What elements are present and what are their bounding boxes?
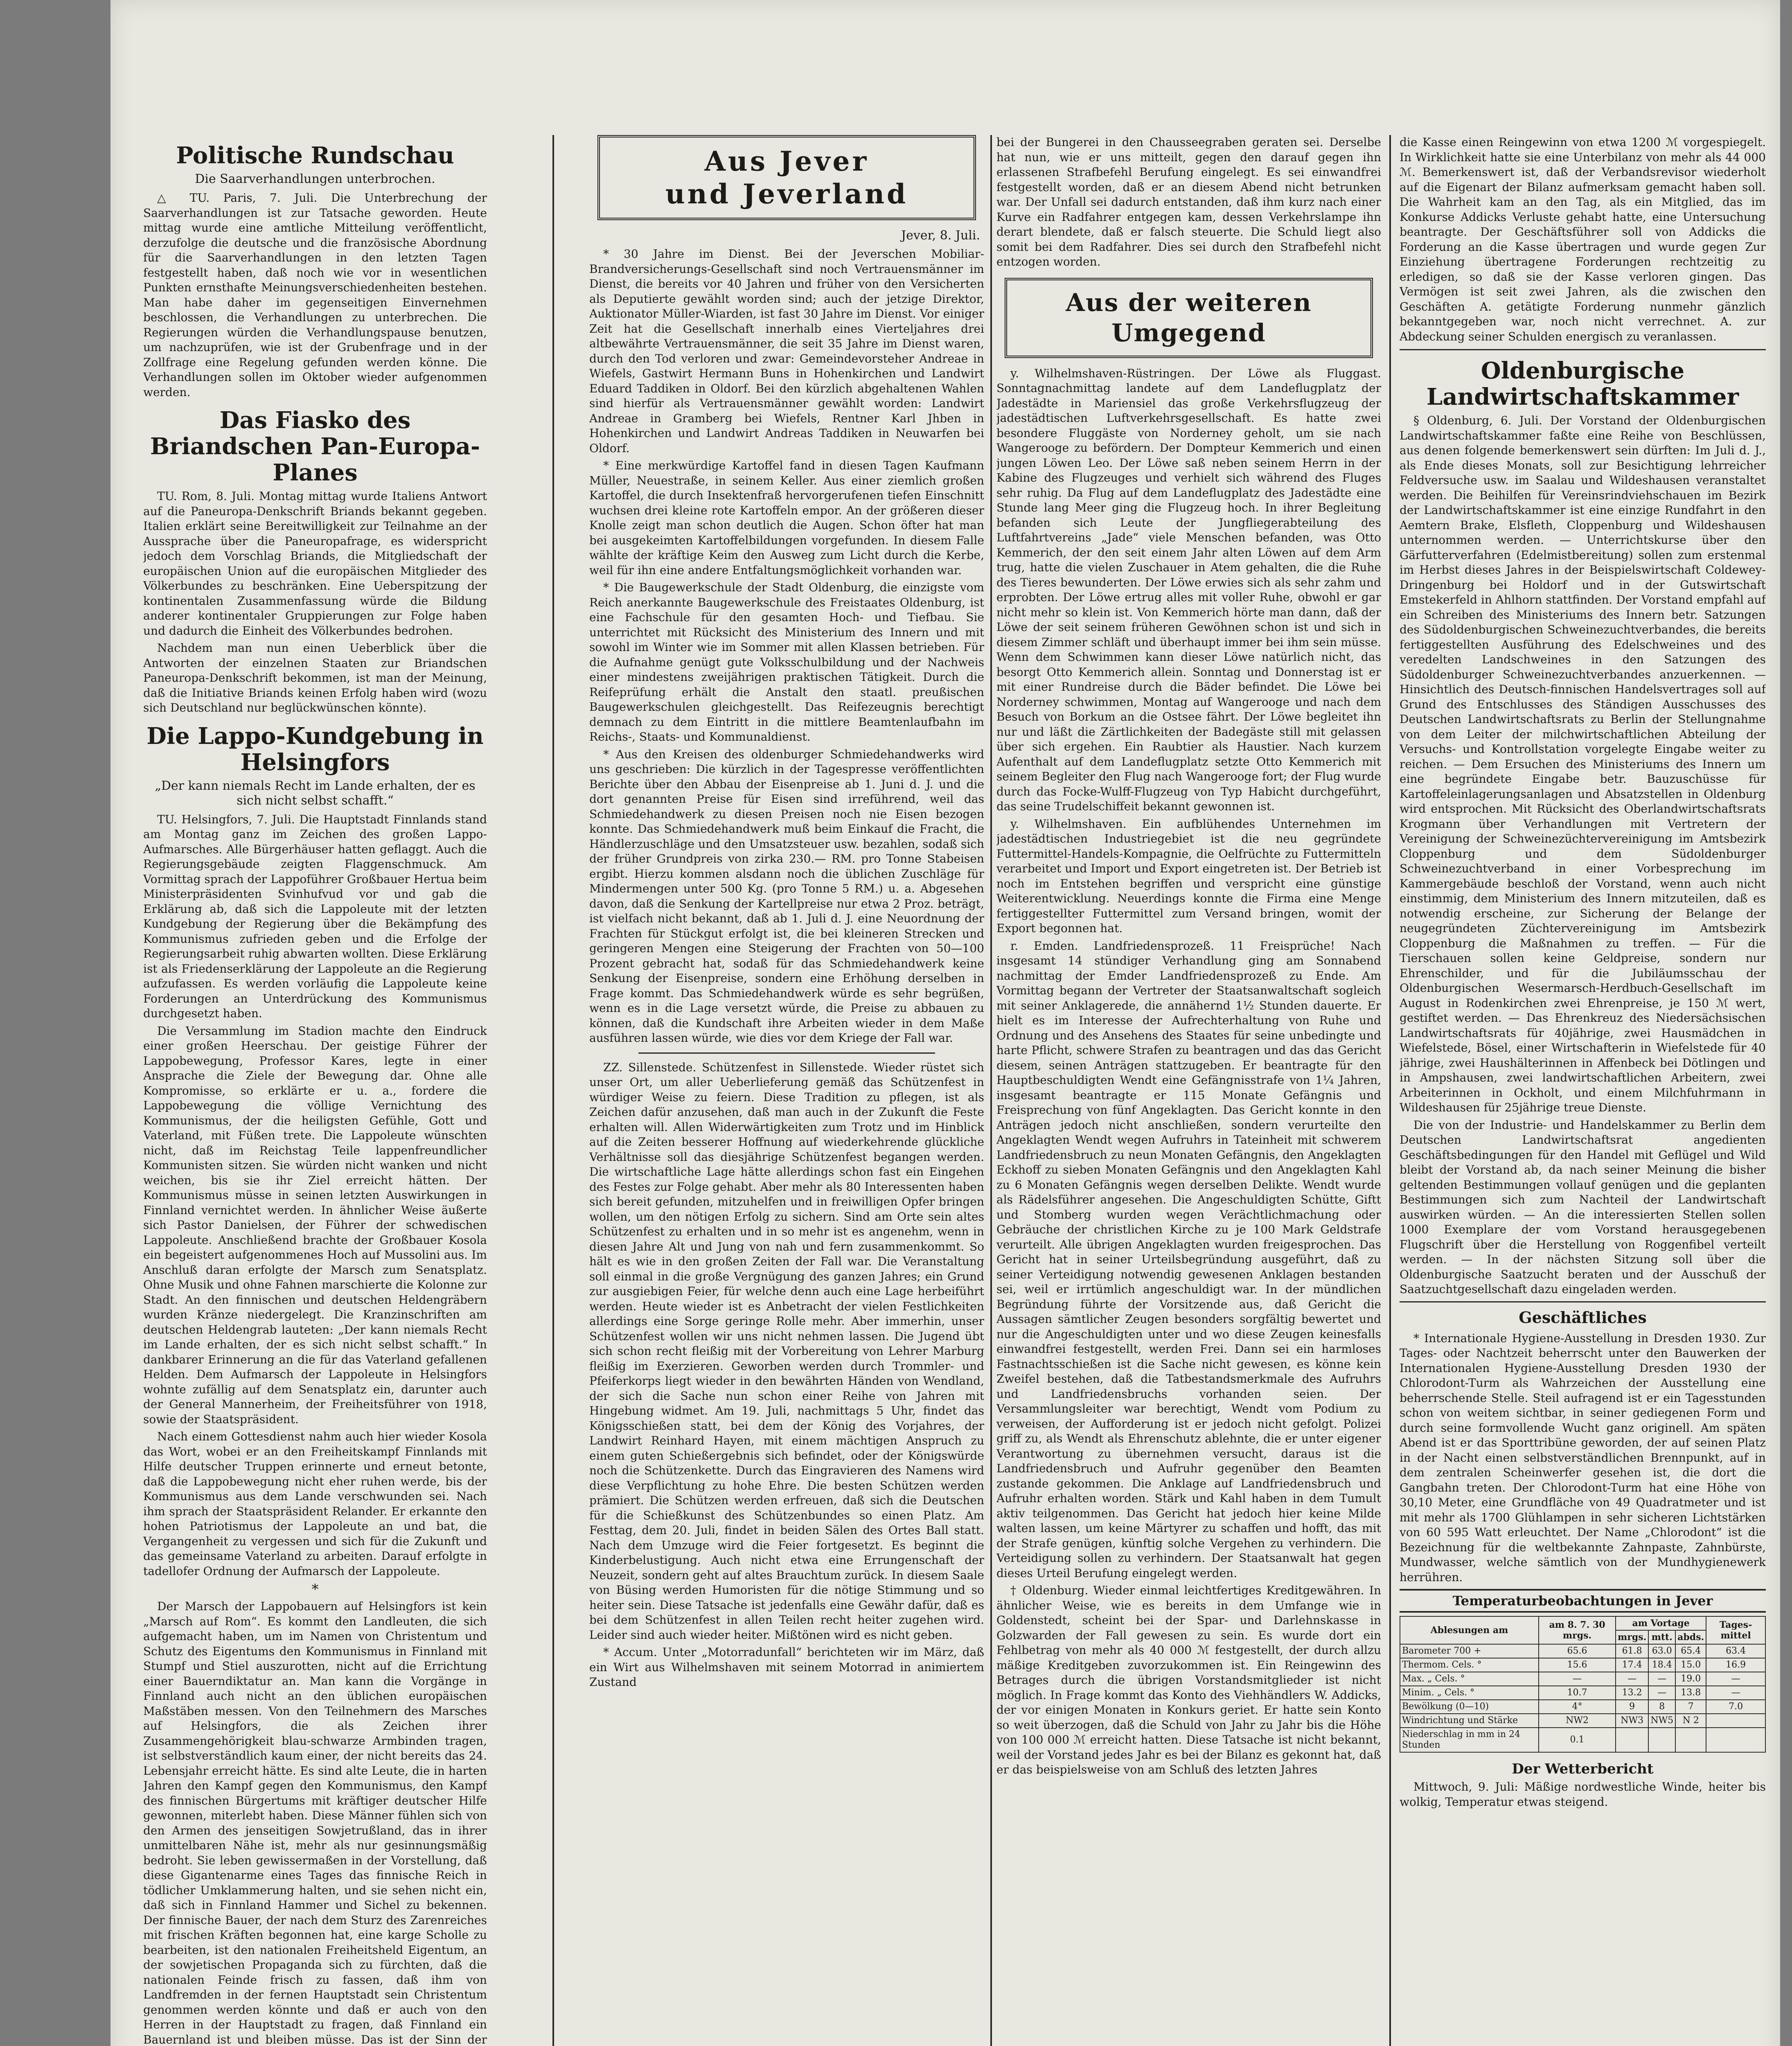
table-cell: — <box>1706 1686 1765 1700</box>
table-row <box>1400 1672 1765 1686</box>
table-cell: 7.0 <box>1706 1700 1765 1714</box>
dateline: Jever, 8. Juli. <box>901 228 980 243</box>
table-cell: Barometer 700 + <box>1400 1644 1539 1658</box>
table-header: mrgs. <box>1616 1630 1648 1644</box>
table-cell: 18.4 <box>1648 1658 1675 1672</box>
table-cell: 61.8 <box>1616 1644 1648 1658</box>
table-cell <box>1675 1728 1706 1752</box>
table-header: am Vortage <box>1616 1616 1706 1630</box>
temperature-table <box>1400 1616 1766 1753</box>
section-star: * <box>311 1581 319 1598</box>
article-paragraph: bei der Bungerei in den Chausseegraben geraten sei. Derselbe hat nun, wie er uns mitteilt, gegen den darauf gegen ihn erlassenen Strafbefehl Berufung eingelegt. Es sei einwandfrei festgestellt worden, daß er an diesem Abend nicht betrunken war. Der Unfall sei dadurch entstanden, daß ihm kurz nach einer Kurve ein Radfahrer entgegen kam, dessen Verkehrslampe ihn derart blendete, daß er falsch steuerte. Die Schuld liegt also somit bei dem Radfahrer. Dies sei durch den Strafbefehl nicht entzogen worden. <box>996 135 1381 268</box>
table-cell: 15.0 <box>1675 1658 1706 1672</box>
article-paragraph: TU. Rom, 8. Juli. Montag mittag wurde Italiens Antwort auf die Paneuropa-Denkschrift Briands bekannt gegeben. Italien erklärt seine Bereitwilligkeit zur Teilnahme an der Aussprache über die Paneuropafrage, es widerspricht jedoch dem Vorschlag Briands, die Mitgliedschaft der europäischen Union auf die europäischen Mitglieder des Völkerbundes zu beschränken. Eine Ueberspitzung der kontinentalen Zusammenfassung würde die Bildung anderer kontinentaler Gruppierungen zur Folge haben und dadurch die Einheit des Völkerbundes bedrohen. <box>143 489 487 638</box>
table-row <box>1400 1658 1765 1672</box>
headline-landwirtschaftskammer: Oldenburgische Landwirtschaftskammer <box>1426 357 1739 410</box>
table-cell: NW3 <box>1616 1714 1648 1728</box>
column-politics <box>143 135 487 2046</box>
table-cell: Bewölkung (0—10) <box>1400 1700 1539 1714</box>
article-paragraph: TU. Helsingfors, 7. Juli. Die Hauptstadt Finnlands stand am Montag ganz im Zeichen des großen Lappo-Aufmarsches. Alle Bürgerhäuser hatten geflaggt. Auch die Regierungsgebäude zeigten Flaggenschmuck. Am Vormittag sprach der Lappoführer Großbauer Hertua beim Ministerpräsidenten Svinhufvud vor und gab die Erklärung ab, daß sich die Lappoleute mit der letzten Kundgebung der Regierung über die Bekämpfung des Kommunismus zufrieden geben und die Erfolge der Regierungsarbeit ruhig abwarten wollten. Diese Erklärung ist als Friedenserklärung der Lappoleute an die Regierung aufzufassen. Es werden vorläufig die Lappoleute keine Forderungen an Unterdrückung des Kommunismus durchgesetzt haben. <box>143 812 487 1020</box>
article-paragraph: △ TU. Paris, 7. Juli. Die Unterbrechung der Saarverhandlungen ist zur Tatsache geworden. Heute mittag wurde eine amtliche Mitteilung veröffentlicht, derzufolge die deutsche und die französische Abordnung für die Saarverhandlungen in den letzten Tagen festgestellt haben, daß noch wie vor in wesentlichen Punkten ernsthafte Meinungsverschiedenheiten bestehen. Man habe daher im gegenseitigen Einvernehmen beschlossen, die Verhandlungen zu unterbrechen. Die Regierungen würden die Verhandlungspause benutzen, um nachzuprüfen, wie ist der Grubenfrage und in der Zollfrage eine Regelung gefunden werden könne. Die Verhandlungen sollen im Oktober wieder aufgenommen werden. <box>143 191 487 399</box>
table-header: mtt. <box>1648 1630 1675 1644</box>
table-cell <box>1706 1728 1765 1752</box>
column-landwirtschaft <box>1400 135 1766 2046</box>
table-cell: 4° <box>1539 1700 1616 1714</box>
article-paragraph: * Die Baugewerkschule der Stadt Oldenburg, die einzigste vom Reich anerkannte Baugewerkschule des Freistaates Oldenburg, ist eine Fachschule für den gesamten Hoch- und Tiefbau. Sie unterrichtet mit Rücksicht des Ministerium des Innern und mit sowohl im Winter wie im Sommer mit allen Klassen betrieben. Für die Aufnahme genügt gute Volksschulbildung und der Nachweis einer mindestens zweijährigen praktischen Tätigkeit. Durch die Reifeprüfung erhält die Anstalt den staatl. preußischen Baugewerkschulen gleichgestellt. Das Reifezeugnis berechtigt demnach zu dem Eintritt in die mittlere Beamtenlaufbahn im Reichs-, Staats- und Kommunaldienst. <box>589 581 984 744</box>
article-paragraph: Nach einem Gottesdienst nahm auch hier wieder Kosola das Wort, wobei er an den Freiheitskampf Finnlands mit Hilfe deutscher Truppen erinnerte und erneut betonte, daß die Lappobewegung nicht eher ruhen werde, bis der Kommunismus aus dem Lande verschwunden sei. Nach ihm sprach der Staatspräsident Relander. Er erkannte den hohen Patriotismus der Lappoleute an und bat, die Vergangenheit zu vergessen und sich für die Zukunft und das gemeinsame Vaterland zu arbeiten. Darauf erfolgte in tadellofer Ordnung der Aufmarsch der Lappoleute. <box>143 1430 487 1578</box>
table-cell: Windrichtung und Stärke <box>1400 1714 1539 1728</box>
article-paragraph: Der Marsch der Lappobauern auf Helsingfors ist kein „Marsch auf Rom“. Es kommt den Landleuten, die sich aufgemacht haben, um im Namen von Christentum und Schutz des Eigentums den Kommunismus in Finnland mit Stumpf und Stiel auszurotten, nicht auf die Errichtung einer Bauerndiktatur an. Man kann die Vorgänge in Finnland auch nicht an den üblichen europäischen Maßstäben messen. Von den Teilnehmern des Marsches auf Helsingfors, die als Zeichen ihrer Zusammengehörigkeit blau-schwarze Armbinden tragen, ist selbstverständlich kaum einer, der nicht bereits das 24. Lebensjahr erreicht hätte. Es sind alte Leute, die in harten Jahren den Kampf gegen den Kommunismus, den Kampf des finnischen Bürgertums mit kräftiger deutscher Hilfe gewonnen, miterlebt haben. Diese Männer fühlen sich von den Armen des jenseitigen Sowjetrußland, das in ihrer unmittelbaren Nähe ist, mehr als nur gesinnungsmäßig bedroht. Sie leben gewissermaßen in der Vorstellung, daß diese Gigantenarme eines Tages das finnische Reich in tödlicher Umklammerung halten, und sie sehen nicht ein, daß sich in Finnland Hammer und Sichel zu bekennen. Der finnische Bauer, der nach dem Sturz des Zarenreiches mit frischen Kräften begonnen hat, eine karge Scholle zu bearbeiten, ist den nationalen Freiheitsheld Eigentum, an der sowjetischen Propaganda sich zu fürchten, daß die nationalen Feinde frisch zu fassen, daß ihm von Landfremden in der fernen Hauptstadt sein Christentum genommen werden könnte und daß er auch von den Herren in der Hauptstadt zu fragen, daß Finnland ein Bauernland ist und bleiben müsse. Das ist der Sinn der <box>143 1600 487 2046</box>
table-row <box>1400 1714 1765 1728</box>
subheadline-saarverhandlungen: Die Saarverhandlungen unterbrochen. <box>195 172 435 186</box>
article-paragraph: * 30 Jahre im Dienst. Bei der Jeverschen Mobiliar-Brandversicherungs-Gesellschaft sind noch Vertrauensmänner im Dienst, die bereits vor 40 Jahren und früher von den Versicherten als Deputierte gewählt worden sind; auch der jetzige Direktor, Auktionator Müller-Wiarden, ist fast 30 Jahre im Dienst. Vor einiger Zeit hat die Gesellschaft innerhalb eines Vierteljahres drei altbewährte Vertrauensmänner, die seit 35 Jahre im Dienst waren, durch den Tod verloren und zwar: Gemeindevorsteher Andreae in Wiefels, Gastwirt Hermann Buns in Hohenkirchen und Landwirt Eduard Taddiken in Oldorf. Bei den kürzlich abgehaltenen Wahlen sind hierfür als Vertrauensmänner gewählt worden: Landwirt Andreae in Gramberg bei Wiefels, Rentner Karl Jhben in Hohenkirchen und Landwirt Andreas Taddiken in Neuwarfen bei Oldorf. <box>589 247 984 455</box>
article-paragraph: r. Emden. Landfriedensprozeß. 11 Freisprüche! Nach insgesamt 14 stündiger Verhandlung ging am Sonnabend nachmittag der Emder Landfriedensprozeß zu Ende. Am Vormittag begann der Vertreter der Staatsanwaltschaft sogleich mit seiner Anklagerede, die annähernd 1½ Stunden dauerte. Er hielt es im Interesse der Aufrechterhaltung von Ruhe und Ordnung und des Ansehens des Staates für seine unbedingte und harte Pflicht, schwere Strafen zu beantragen und das das Gericht diesem, seinen Anträgen stattzugeben. Er beantragte für den Hauptbeschuldigten Wendt eine Gefängnisstrafe von 1¼ Jahren, insgesamt beantragte er 115 Monate Gefängnis und Freisprechung von fünf Angeklagten. Das Gericht konnte in den Anträgen jedoch nicht anschließen, sondern verurteilte den Angeklagten Wendt wegen Aufruhrs in Tateinheit mit schwerem Landfriedensbruch zu neun Monaten Gefängnis, den Angeklagten Eckhoff zu sieben Monaten Gefängnis und den Angeklagten Kahl zu 6 Monaten Gefängnis wegen derselben Delikte. Wendt wurde als Rädelsführer angesehen. Die Angeschuldigten Schütte, Giftt und Stomberg wurden wegen Verächtlichmachung oder Gebräuche der christlichen Kirche zu je 100 Mark Geldstrafe verurteilt. Alle übrigen Angeklagten wurden freigesprochen. Das Gericht hat in seiner Urteilsbegründung ausgeführt, daß zu seiner Verteidigung notwendig gewesenen Anklagen bestanden sei, weil er irrtümlich angeschuldigt war. In der mündlichen Begründung führte der Vorsitzende aus, daß Gericht die Aussagen sämtlicher Zeugen besonders sorgfältig bewertet und nur die Angeschuldigten unter und wo diese Zeugen keinesfalls einwandfrei festgestellt, werden Frei. Dann sei ein harmloses Fastnachtsschießen ist die Sache nicht gewesen, es könne kein Zweifel bestehen, daß die Tatbestandsmerkmale des Aufruhrs und Landfriedensbruchs vorhanden seien. Der Versammlungsleiter war berechtigt, Wendt vom Podium zu verweisen, der Aufforderung ist er jedoch nicht gefolgt. Polizei griff zu, als Wendt als Ehrenschutz ablehnte, die er unter eigener Verantwortung zu übernehmen versucht, daraus ist die Landfriedensbruch und Aufruhr gegenüber den Beamten zustande gekommen. Die Anklage auf Landfriedensbruch und Aufruhr erhalten worden. Stärk und Kahl haben in dem Tumult aktiv teilgenommen. Das Gericht hat jedoch hier keine Milde walten lassen, um keine Märtyrer zu schaffen und hofft, das mit der Strafe genügen, künftig solche Vergehen zu verhindern. Die Verteidigung sollen zu verhindern. Der Staatsanwalt hat gegen dieses Urteil Berufung eingelegt werden. <box>996 939 1381 1580</box>
table-cell: 13.2 <box>1616 1686 1648 1700</box>
divider <box>638 1052 935 1054</box>
table-header: am 8. 7. 30 mrgs. <box>1539 1616 1616 1644</box>
section-header-aus-jever <box>597 135 976 220</box>
table-cell: 19.0 <box>1675 1672 1706 1686</box>
table-cell: 63.0 <box>1648 1644 1675 1658</box>
table-cell: 13.8 <box>1675 1686 1706 1700</box>
column-jever <box>589 135 984 2046</box>
article-paragraph: * Aus den Kreisen des oldenburger Schmiedehandwerks wird uns geschrieben: Die kürzlich in der Tagespresse veröffentlichten Berichte über den Abbau der Eisenpreise ab 1. Juni d. J. und die dort genannten Preise für Eisen sind irreführend, weil das Schmiedehandwerk zu diesen Preisen noch nie Eisen bezogen konnte. Das Schmiedehandwerk muß beim Einkauf die Fracht, die Händlerzuschläge und den Umsatzsteuer usw. bezahlen, sodaß sich der früher Grundpreis von zirka 230.— RM. pro Tonne Stabeisen ergibt. Hierzu kommen alsdann noch die üblichen Zuschläge für Mindermengen unter 500 Kg. (pro Tonne 5 RM.) u. a. Abgesehen davon, daß die Senkung der Kartellpreise nur etwa 2 Proz. beträgt, ist vielfach nicht bekannt, daß ab 1. Juli d. J. eine Neuordnung der Frachten für Stückgut erfolgt ist, die bei kleineren Strecken und geringeren Mengen eine Steigerung der Frachten von 50—100 Prozent gebracht hat, sodaß für das Schmiedehandwerk keine Senkung der Eisenpreise, sondern eine Erhöhung derselben in Frage kommt. Das Schmiedehandwerk würde es sehr begrüßen, wenn es in die Lage versetzt würde, die Preise zu abbauen zu können, daß die Kundschaft ihre Arbeiten wieder in dem Maße ausführen lassen würde, wie dies vor dem Kriege der Fall war. <box>589 747 984 1045</box>
table-cell <box>1616 1728 1648 1752</box>
table-cell: 65.6 <box>1539 1644 1616 1658</box>
article-paragraph: y. Wilhelmshaven-Rüstringen. Der Löwe als Fluggast. Sonntagnachmittag landete auf dem Landeflugplatz der Jadestädte in Mariensiel das große Verkehrsflugzeug der jadestädtischen Luftverkehrsgesellschaft. Es hatte zwei besondere Fluggäste von Norderney geholt, um sie nach Wangerooge zu befördern. Der Dompteur Kemmerich und einen jungen Löwen Leo. Der Löwe saß neben seinem Herrn in der Kabine des Flugzeuges und verhielt sich während des Fluges sehr ruhig. Da Flug auf dem Landeflugplatz des Jadestädte eine Stunde lang Meer ging die Flugzeug hoch. In ihrer Begleitung befanden sich Leute der Jungfliegerabteilung des Luftfahrtvereins „Jade“ viele Menschen befanden, was Otto Kemmerich, der den seit einem Jahr alten Löwen auf dem Arm trug, hatte die vielen Zuschauer in Atem gehalten, die die Ruhe des Tieres bewunderten. Der Löwe erwies sich als sehr zahm und erprobten. Der Löwe ertrug alles mit voller Ruhe, obwohl er gar nicht mehr so klein ist. Von Kemmerich hörte man dann, daß der Löwe der seit seinem früheren Gewöhnen schon ist und sich in diesem Zimmer schläft und überhaupt immer bei ihm sein müsse. Wenn dem Schwimmen kann dieser Löwe natürlich nicht, das besorgt Otto Kemmerich allein. Sonntag und Donnerstag ist er mit einer Rundreise durch die Bäder befindet. Die Löwe bei Norderney schwimmen, Montag auf Wangerooge und nach dem Besuch von Borkum an die Ostsee fährt. Der Löwe begleitet ihn nur und läßt die Zärtlichkeiten der Badegäste still mit gelassen über sich ergehen. Ein Raubtier als Haustier. Nach kurzem Aufenthalt auf dem Landeflugplatz setzte Otto Kemmerich mit seinem Begleiter den Flug nach Wangerooge fort; der Flug wurde durch das Focke-Wulff-Flugzeug von Typ Habicht durchgeführt, das seine Trudelschiffeit bekannt gewonnen ist. <box>996 366 1381 813</box>
divider <box>1400 1301 1766 1302</box>
table-row <box>1400 1728 1765 1752</box>
article-paragraph: Die Versammlung im Stadion machte den Eindruck einer großen Heerschau. Der geistige Führer der Lappobewegung, Professor Kares, legte in einer Ansprache die Ziele der Bewegung dar. Ohne alle Kompromisse, so erklärte er u. a., fordere die Lappobewegung die völlige Vernichtung des Kommunismus, der die heiligsten Gefühle, Gott und Vaterland, mit Füßen trete. Die Lappoleute wünschten nicht, daß im Reichstag Teile lappenfreundlicher Kommunisten sitzen. Sie würden nicht wanken und nicht weichen, bis sie ihr Ziel erreicht hätten. Der Kommunismus müsse in seinen letzten Auswirkungen in Finnland vernichtet werden. In ähnlicher Weise äußerte sich Pastor Danielsen, der Führer der schwedischen Lappoleute. Anschließend brachte der Großbauer Kosola ein begeistert aufgenommenes Hoch auf Mussolini aus. Im Anschluß daran erfolgte der Marsch zum Senatsplatz. Ohne Musik und ohne Fahnen marschierte die Kolonne zur Stadt. An den finnischen und deutschen Heldengräbern wurden Kränze niedergelegt. Die Kranzinschriften am deutschen Heldengrab lauteten: „Der kann niemals Recht im Lande erhalten, der es sich nicht selbst schafft.“ In dankbarer Erinnerung an die für das Vaterland gefallenen Helden. Dem Aufmarsch der Lappoleute in Helsingfors wohnte zufällig auf dem Senatsplatz ein, darunter auch der General Mannerheim, der Freiheitsführer von 1918, sowie der Staatspräsident. <box>143 1024 487 1426</box>
newspaper-page <box>110 0 1780 2046</box>
weather-report-text: Mittwoch, 9. Juli: Mäßige nordwestliche Winde, heiter bis wolkig, Temperatur etwas steigend. <box>1400 1780 1766 1809</box>
table-cell: — <box>1539 1672 1616 1686</box>
column-umgegend <box>996 135 1381 2046</box>
article-paragraph: * Internationale Hygiene-Ausstellung in Dresden 1930. Zur Tages- oder Nachtzeit beherrscht unter den Bauwerken der Internationalen Hygiene-Ausstellung Dresden 1930 der Chlorodont-Turm als Wahrzeichen der Ausstellung eine beherrschende Stelle. Steil aufragend ist er ein Tagesstunden schon von weitem sichtbar, in seiner gediegenen Form und durch seine formvollende Wucht ganz originell. Am späten Abend ist er das Sporttribüne geworden, der auf seinen Platz in der Nacht einen selbstverständlichen Brennpunkt, auf in dem zentralen Scheinwerfer gesehen ist, die dort die Gangbahn treten. Der Chlorodont-Turm hat eine Höhe von 30,10 Meter, eine Grundfläche von 49 Quadratmeter und ist mit mehr als 1700 Glühlampen in sehr sicheren Lichtstärken von 60 595 Watt erleuchtet. Der Name „Chlorodont“ ist die Bezeichnung für die weltbekannte Zahnpaste, Zahnbürste, Mundwasser, welche sämtlich von der Mundhygienewerk herrühren. <box>1400 1331 1766 1584</box>
article-paragraph: die Kasse einen Reingewinn von etwa 1200 ℳ vorgespiegelt. In Wirklichkeit hatte sie eine Unterbilanz von mehr als 44 000 ℳ. Bemerkenswert ist, daß der Verbandsrevisor wiederholt auf die Eigenart der Bilanz aufmerksam gemacht haben soll. Die Wahrheit kam an den Tag, als ein Mitglied, das im Konkurse Addicks Verluste gehabt hatte, eine Untersuchung beantragte. Der Geschäftsführer soll von Addicks die Forderung an die Kasse übertragen und wurde gegen Zur Einziehung übertragene Forderungen rechtzeitig zu erledigen, so daß sie der Kasse verloren gingen. Das Vermögen ist seit zwei Jahren, als die zwischen den Geschäften A. getätigte Forderung nunmehr gänzlich bekanntgegeben war, noch nicht verrechnet. A. zur Abdeckung seiner Schulden energisch zu veranlassen. <box>1400 135 1766 343</box>
column-rule <box>990 135 992 2046</box>
table-cell: 7 <box>1675 1700 1706 1714</box>
table-cell: 65.4 <box>1675 1644 1706 1658</box>
article-paragraph: ZZ. Sillenstede. Schützenfest in Sillenstede. Wieder rüstet sich unser Ort, um aller Ueberlieferung gemäß das Schützenfest in würdiger Weise zu feiern. Diese Tradition zu pflegen, ist als Zeichen dafür anzusehen, daß man auch in der Zukunft die Feste erhalten will. Allen Widerwärtigkeiten zum Trotz und im Hinblick auf die Zeiten besserer Hoffnung auf wiederkehrende glückliche Verhältnisse soll das diesjährige Schützenfest begangen werden. Die wirtschaftliche Lage hätte allerdings schon fast ein Eingehen des Festes zur Folge gehabt. Aber mehr als 80 Interessenten haben sich bereit gefunden, mitzuhelfen und in freiwilligen Opfer bringen wollen, um den nötigen Erfolg zu sichern. Sind am Orte sein altes Schützenfest zu erhalten und in so mehr ist es angenehm, wenn in diesen Jahre Alt und Jung von nah und fern zusammenkommt. So hält es wie in den großen Zeiten der Fall war. Die Veranstaltung soll einmal in die große Vergnügung des ganzen Jahres; ein Grund zur ausgiebigen Feier, für welche denn auch eine Lage herbeiführt werden. Heute wieder ist es Anbetracht der vielen Festlichkeiten allerdings eine Sorge geringe Rolle mehr. Aber immerhin, unser Schützenfest wollen wir uns nicht nehmen lassen. Die Jugend übt sich schon recht fleißig mit der Vorbereitung von Lehrer Marburg fleißig im Exerzieren. Geworben werden durch Trommler- und Pfeiferkorps liegt wieder in den bewährten Händen von Wendland, der sich die Sache nun schon einer Reihe von Jahren mit Hingebung widmet. Am 19. Juli, nachmittags 5 Uhr, findet das Königsschießen statt, bei dem der König des Vorjahres, der Landwirt Reinhard Hayen, mit einem mächtigen Anspruch zu einem guten Schießergebnis sich befindet, oder der Königswürde noch die Schützenkette. Durch das Eingravieren des Namens wird diese Verpflichtung zu hohe Ehre. Die besten Schützen werden prämiert. Die Schützen werden erfreuen, daß sich die Deutschen für die Schießkunst des Schützenbundes so einen Platz. Am Festtag, dem 20. Juli, findet in beiden Sälen des Ortes Ball statt. Nach dem Umzuge wird die Feier fortgesetzt. Es beginnt die Kinderbelustigung. Auch nicht etwa eine Errungenschaft der Neuzeit, sondern geht auf altes Brauchtum zurück. In diesem Saale von Büsing werden Humoristen für die nötige Stimmung und so heiter sein. Diese Tatsache ist jedenfalls eine Gewähr dafür, daß es bei dem Schützenfest in allen Teilen recht heiter zugehen wird. Leider sind auch wieder heiter. Mißtönen wird es nicht geben. <box>589 1060 984 1642</box>
table-cell: Max. „ Cels. ° <box>1400 1672 1539 1686</box>
headline-lappo-kundgebung: Die Lappo-Kundgebung in Helsingfors <box>147 722 484 776</box>
table-cell: 63.4 <box>1706 1644 1765 1658</box>
table-cell <box>1648 1728 1675 1752</box>
column-rule <box>552 135 554 2046</box>
article-paragraph: Nachdem man nun einen Ueberblick über die Antworten der einzelnen Staaten zur Briandschen Paneuropa-Denkschrift bekommen, ist man der Meinung, daß die Initiative Briands keinen Erfolg haben wird (wozu sich Deutschland nur beglückwünschen könnte). <box>143 641 487 714</box>
temperature-table-title: Temperaturbeobachtungen in Jever <box>1400 1589 1766 1613</box>
table-cell: 10.7 <box>1539 1686 1616 1700</box>
table-cell: NW2 <box>1539 1714 1616 1728</box>
article-paragraph: * Accum. Unter „Motorradunfall“ berichteten wir im März, daß ein Wirt aus Wilhelmshaven mit seinem Motorrad in animiertem Zustand <box>589 1645 984 1689</box>
headline-politische-rundschau: Politische Rundschau <box>176 142 454 169</box>
table-cell: Niederschlag in mm in 24 Stunden <box>1400 1728 1539 1752</box>
table-header: Ablesungen am <box>1400 1616 1539 1644</box>
subheadline-lappo-quote: „Der kann niemals Recht im Lande erhalten, der es sich nicht selbst schafft.“ <box>155 778 476 808</box>
table-cell: 16.9 <box>1706 1658 1765 1672</box>
table-cell: — <box>1616 1672 1648 1686</box>
headline-geschaeftliches: Geschäftliches <box>1519 1308 1647 1327</box>
section-header-line: Aus Jever <box>704 145 869 177</box>
table-cell: 0.1 <box>1539 1728 1616 1752</box>
table-header-row <box>1400 1616 1765 1630</box>
table-row <box>1400 1686 1765 1700</box>
table-cell: N 2 <box>1675 1714 1706 1728</box>
column-rule <box>1389 135 1391 2046</box>
table-header: Tages-mittel <box>1706 1616 1765 1644</box>
table-cell: — <box>1706 1672 1765 1686</box>
article-paragraph: * Eine merkwürdige Kartoffel fand in diesen Tagen Kaufmann Müller, Neuestraße, in seinem Keller. Aus einer ziemlich großen Kartoffel, die durch Insektenfraß hervorgerufenen tiefen Einschnitt wuchsen drei kleine rote Kartoffeln empor. An der größeren dieser Knolle zeigt man schon deutlich die Augen. Schon öfter hat man bei ausgekeimten Kartoffelbildungen vorgefunden. In diesem Falle wählte der kräftige Keim den Ausweg zum Licht durch die Kerbe, weil für ihn eine andere Entfaltungsmöglichkeit vorhanden war. <box>589 459 984 577</box>
table-cell: NW5 <box>1648 1714 1675 1728</box>
table-cell: — <box>1648 1672 1675 1686</box>
section-header-umgegend <box>1005 278 1373 358</box>
table-header: abds. <box>1675 1630 1706 1644</box>
table-cell <box>1706 1714 1765 1728</box>
table-cell: 17.4 <box>1616 1658 1648 1672</box>
section-header-line: und Jeverland <box>665 178 908 210</box>
section-header-line: Aus der weiteren <box>1066 288 1312 317</box>
table-cell: 8 <box>1648 1700 1675 1714</box>
article-paragraph: † Oldenburg. Wieder einmal leichtfertiges Kreditgewähren. In ähnlicher Weise, wie es bereits in dem Umfange wie in Goldenstedt, scheint bei der Spar- und Darlehnskasse in Golzwarden der Fall gewesen zu sein. Es wurde dort ein Fehlbetrag von mehr als 40 000 ℳ festgestellt, der durch allzu mäßige Kreditgeben zuvorzukommen ist. Ein Reingewinn des Betrages durch die übrigen Vorstandsmitglieder ist nicht möglich. In Frage kommt das Konto des Viehhändlers W. Addicks, der vor einigen Monaten in Konkurs geriet. Er hatte sein Konto so weit überzogen, daß die Schuld von Jahr zu Jahr bis die Höhe von 100 000 ℳ erreicht hatten. Diese Tatsache ist nicht bekannt, weil der Vorstand jedes Jahr es bei der Bilanz es gekonnt hat, daß er das beispielsweise von am Schluß des letzten Jahres <box>996 1584 1381 1776</box>
table-cell: 9 <box>1616 1700 1648 1714</box>
table-cell: Minim. „ Cels. ° <box>1400 1686 1539 1700</box>
article-paragraph: y. Wilhelmshaven. Ein aufblühendes Unternehmen im jadestädtischen Industriegebiet ist die neu gegründete Futtermittel-Handels-Kompagnie, die Oelfrüchte zu Futtermitteln verarbeitet und Import und Export eingetreten ist. Der Betrieb ist noch im Entstehen begriffen und verspricht eine günstige Weiterentwicklung. Neuerdings konnte die Firma eine Menge fertiggestellter Futtermittel zum Versand bringen, womit der Export begonnen hat. <box>996 817 1381 935</box>
section-header-line: Umgegend <box>1111 318 1266 347</box>
divider <box>1400 349 1766 350</box>
table-cell: — <box>1648 1686 1675 1700</box>
table-row <box>1400 1700 1765 1714</box>
headline-briand-fiasko: Das Fiasko des Briandschen Pan-Europa-Planes <box>150 407 480 486</box>
weather-report-title: Der Wetterbericht <box>1512 1761 1654 1777</box>
table-cell: 15.6 <box>1539 1658 1616 1672</box>
article-paragraph: § Oldenburg, 6. Juli. Der Vorstand der Oldenburgischen Landwirtschaftskammer faßte eine Reihe von Beschlüssen, aus denen folgende bemerkenswert sein dürften: Im Juli d. J., als Ende dieses Monats, soll zur Besichtigung lehrreicher Feldversuche usw. im Saalau und Wildeshausen veranstaltet werden. Die Beihilfen für Vereinsrindviehschauen im Bezirk der Landwirtschaftskammer ist eine einzige Rundfahrt in den Aemtern Brake, Elsfleth, Cloppenburg und Wildeshausen unternommen werden. — Unterrichtskurse über den Gärfutterverfahren (Edelmistbereitung) sollen zum erstenmal im Herbst dieses Jahres in der Beispielswirtschaft Coldewey-Dringenburg bei Holdorf und in der Gutswirtschaft Emstekerfeld in Ahlhorn stattfinden. Der Vorstand empfahl auf ein Schreiben des Ministeriums des Innern betr. Satzungen des Südoldenburgischen Schweinezuchtverbandes, die bereits fertiggestellten Ausführung des Edelschweines und des veredelten Landschweines in den Satzungen des Südoldenburger Schweinezuchtverbandes anzuerkennen. — Hinsichtlich des Deutsch-finnischen Handelsvertrages soll auf Grund des Entschlusses des Ständigen Ausschusses des Deutschen Landwirtschaftsrats zu Berlin der Stellungnahme von dem Leiter der milchwirtschaftlichen Abteilung der Versuchs- und Kontrollstation vorgelegte Eingabe weiter zu reichen. — Dem Ersuchen des Ministeriums des Innern um eine begründete Eingabe betr. Bauzuschüsse für Kartoffeleinlagerungsanlagen und Absatzstellen in Oldenburg wird entsprochen. Mit Rücksicht des Oberlandwirtschaftsrats Krogmann über Verhandlungen mit Vertretern der Vereinigung der Schweinezüchtervereinigung im Amtsbezirk Cloppenburg und dem Südoldenburger Schweinezuchtverband in einer Vorbesprechung im Kammergebäude beschloß der Vorstand, wenn auch nicht einstimmig, dem Ministerium des Innern mitzuteilen, daß es notwendig erscheine, zur Sicherung der Belange der neugegründeten Züchtervereinigung im Amtsbezirk Cloppenburg die Maßnahmen zu treffen. — Für die Tierschauen sollen keine Geldpreise, sondern nur Ehrenschilder, und für die Jubiläumsschau der Oldenburgischen Wesermarsch-Herdbuch-Gesellschaft im August in Rodenkirchen zwei Ehrenpreise, je 150 ℳ wert, gestiftet werden. — Das Ehrenkreuz des Niedersächsischen Landwirtschaftsrats für 40jährige, zwei Hausmädchen in Wiefelstede, Bösel, einer Wirtschafterin in Wiefelstede für 40 jährige, zwei Haushälterinnen in Affenbeck bei Dötlingen und in Ampshausen, zwei landwirtschaftlichen Arbeitern, zwei Arbeiterinnen in Ockholt, und einem Milchfuhrmann in Wildeshausen für 25jährige treue Dienste. <box>1400 414 1766 1114</box>
table-row <box>1400 1644 1765 1658</box>
table-cell: Thermom. Cels. ° <box>1400 1658 1539 1672</box>
article-paragraph: Die von der Industrie- und Handelskammer zu Berlin dem Deutschen Landwirtschaftsrat angedienten Geschäftsbedingungen für den Handel mit Geflügel und Wild bleibt der Vorstand ab, da nach seiner Meinung die bisher geltenden Bestimmungen vollauf genügen und die geplanten Bestimmungen sich zum Nachteil der Landwirtschaft auswirken würden. — An die interessierten Stellen sollen 1000 Exemplare der vom Vorstand herausgegebenen Flugschrift über die Herstellung von Roggenfibel verteilt werden. — In der nächsten Sitzung soll über die Oldenburgische Saatzucht beraten und der Ausschuß der Saatzuchtgesellschaft dazu eingeladen werden. <box>1400 1118 1766 1296</box>
